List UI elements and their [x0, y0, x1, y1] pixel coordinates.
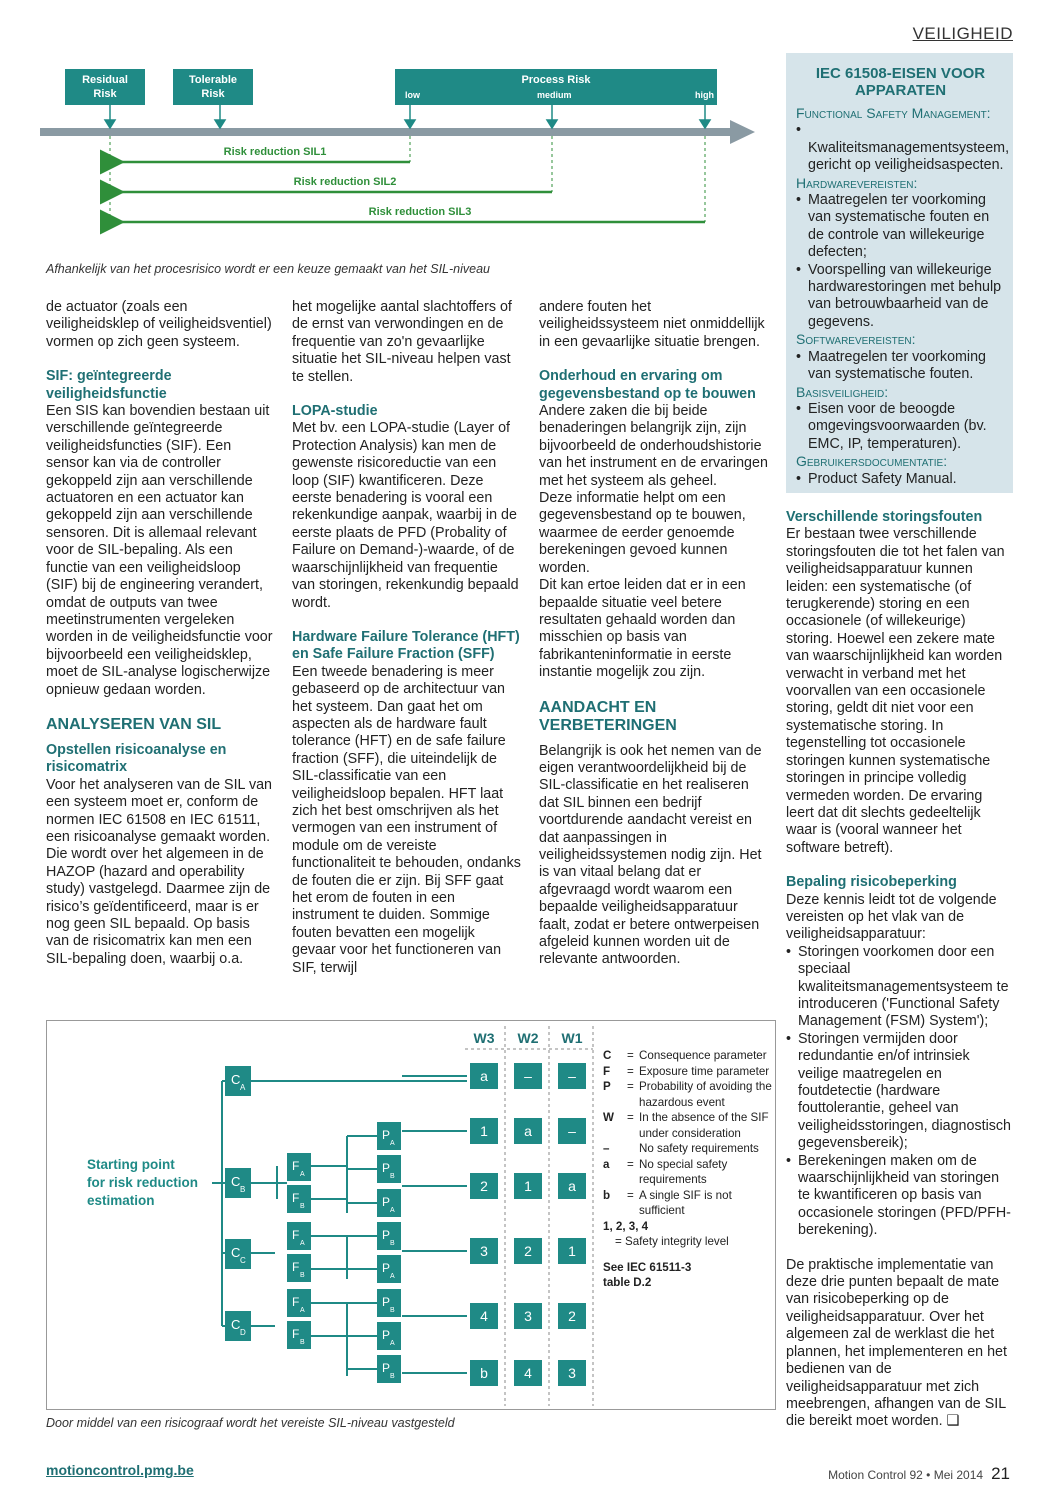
column-4 — [786, 509, 1014, 1431]
legend-row: C = Consequence parameter — [603, 1049, 767, 1062]
svg-text:B: B — [390, 1173, 395, 1180]
column-2 — [292, 299, 522, 977]
sil3-label: Risk reduction SIL3 — [368, 206, 472, 218]
col4-paragraph: Er bestaan twee verschillende storingsfouten die tot het falen van veiligheidsapparatuur kunnen leiden: een systematische (of terugkerende) storing en een occasionele (of willekeurige) storing. Hoewel een zekere mate van waarschijnlijkheid kan worden verwacht in verband met het voorvallen van een occasionele storing, geldt dit niet voor een systematische storing. In tegenstelling tot occasionele storingen kunnen systematische storingen in principe volledig vermeden worden. De ervaring leert dat dit slechts gedeeltelijk waar is (vooral wanneer het software betreft). — [786, 526, 1005, 856]
w-cell-label: 1 — [524, 1178, 532, 1194]
risk-graph-legend — [603, 1048, 773, 1291]
svg-text:A: A — [300, 1240, 305, 1247]
w-cell-label: a — [480, 1068, 488, 1084]
legend-row: 1, 2, 3, 4 — [603, 1219, 649, 1233]
w-cell-label: 4 — [480, 1308, 488, 1324]
list-item: • Product Safety Manual. — [796, 471, 1005, 488]
col4-paragraph: Deze kennis leidt tot de volgende vereisten op het vlak van de veiligheidsapparatuur: — [786, 891, 997, 943]
tolerable-risk-label: Tolerable — [188, 74, 238, 86]
svg-text:F: F — [292, 1228, 300, 1242]
residual-risk-label: Residual — [82, 74, 128, 86]
col2-paragraph: Met bv. een LOPA-studie (Layer of Protection Analysis) kan men de gewenste risicoreductie van een loop (SIF) kwantificeren. Deze eerste benadering is vooral een rekenkundige aanpak, waarbij in de eerste plaats de PFD (Probality of Failure on Demand-)-waarde, of de waarschijnlijkheid van frequentie van storingen, rekenkundig bepaald wordt. — [292, 420, 519, 611]
sil2-label: Risk reduction SIL2 — [293, 176, 397, 188]
risk-graph-figure — [46, 1020, 776, 1410]
column-3 — [539, 299, 769, 969]
legend-row: b = A single SIF is not sufficient — [603, 1188, 732, 1217]
sil1-label: Risk reduction SIL1 — [223, 146, 327, 158]
w-cell-label: a — [524, 1123, 532, 1139]
col3-paragraph: Dit kan ertoe leiden dat er in een bepaalde situatie veel betere resultaten gehaald worden dan misschien op basis van fabrikanteninformatie in eerste instantie mogelijk zou zijn. — [539, 577, 746, 681]
footer-magazine: Motion Control 92 • Mei 2014 21 — [828, 1464, 1010, 1483]
process-risk-label: Process Risk — [521, 74, 591, 86]
caption-bottom: Door middel van een risicograaf wordt het vereiste SIL-niveau vastgesteld — [46, 1416, 455, 1430]
svg-text:P: P — [382, 1228, 391, 1242]
svg-text:B: B — [390, 1373, 395, 1380]
see-reference: table D.2 — [603, 1276, 652, 1289]
svg-text:C: C — [231, 1245, 241, 1260]
heading-storingsfouten: Verschillende storingsfouten — [786, 509, 983, 525]
col4-paragraph: De praktische implementatie van deze drie punten bepaalt de mate van risicobeperking op de veiligheidsapparatuur. Over het algemeen zal de werklast die het plannen, het implementeren en het bedienen van de veiligheidsapparatuur met zich meebrengen, afhangen van de SIL die bereikt moet worden. ❑ — [786, 1256, 1007, 1430]
legend-row: W = In the absence of the SIF under consideration — [603, 1111, 769, 1140]
low-label: low — [405, 90, 420, 100]
svg-text:P: P — [382, 1195, 391, 1209]
svg-text:A: A — [390, 1340, 395, 1347]
svg-text:A: A — [240, 1083, 246, 1092]
svg-text:F: F — [292, 1327, 300, 1341]
svg-text:A: A — [390, 1207, 395, 1214]
svg-text:estimation: estimation — [87, 1193, 155, 1208]
svg-text:P: P — [382, 1261, 391, 1275]
col1-paragraph: Een SIS kan bovendien bestaan uit verschillende geïntegreerde veiligheidsfuncties (SIF). Een sensor kan via de controller gekoppeld zijn aan verschillende actuatoren en een actuator kan gekoppeld zijn aan verschillende sensoren. Dit is allemaal relevant voor de SIL-bepaling. Als een functie van een veiligheidsloop (SIF) bij de engineering verandert, omdat de outputs van twee meetinstrumenten vergeleken worden in de veiligheidsfunctie voor bijvoorbeeld een veiligheidsklep, moet de SIL-analyse logischerwijze opnieuw gedaan worden. — [46, 403, 273, 698]
svg-text:Risk: Risk — [93, 88, 117, 100]
column-1 — [46, 299, 276, 968]
w-cell-label: – — [524, 1068, 532, 1084]
risk-reduction-diagram — [40, 62, 760, 247]
svg-text:B: B — [300, 1339, 305, 1346]
w-cell-label: 3 — [524, 1308, 532, 1324]
list-item: • Maatregelen ter voorkoming van systematische fouten en de controle van willekeurige defecten; — [796, 192, 1005, 262]
w-header: W3 — [473, 1030, 495, 1046]
consequence-boxes — [225, 1066, 251, 1341]
high-label: high — [695, 90, 714, 100]
basis-label: Basisveiligheid: — [796, 383, 889, 400]
svg-text:A: A — [390, 1273, 395, 1280]
svg-text:P: P — [382, 1361, 391, 1375]
w-cell-label: 2 — [480, 1178, 488, 1194]
list-item: • Maatregelen ter voorkoming van systematische fouten. — [796, 349, 1005, 384]
col3-paragraph: andere fouten het veiligheidssysteem niet onmiddellijk in een gevaarlijke situatie brengen. — [539, 299, 765, 350]
svg-text:P: P — [382, 1161, 391, 1175]
svg-text:A: A — [300, 1171, 305, 1178]
heading-bepaling: Bepaling risicobeperking — [786, 874, 957, 891]
list-item: • Storingen vermijden door redundantie en/of intrinsiek veilige maatregelen en foutdetectie (hardware fouttolerantie, geheel van veiligheidsstoringen, diagnostisch gegevensbereik); — [786, 1031, 1014, 1153]
hw-label: Hardwarevereisten: — [796, 174, 918, 191]
svg-text:C: C — [231, 1174, 241, 1189]
page-number: 21 — [991, 1464, 1010, 1483]
svg-text:F: F — [292, 1295, 300, 1309]
risk-axis-arrow — [40, 120, 755, 144]
w-cell-label: b — [480, 1365, 488, 1381]
iec-requirements-box — [786, 53, 1013, 493]
svg-text:F: F — [292, 1191, 300, 1205]
svg-text:C: C — [231, 1317, 241, 1332]
svg-text:B: B — [390, 1307, 395, 1314]
medium-label: medium — [537, 90, 572, 100]
heading-opstellen: Opstellen risicoanalyse en risicomatrix — [46, 741, 227, 776]
svg-text:F: F — [292, 1159, 300, 1173]
svg-text:for risk reduction: for risk reduction — [87, 1175, 199, 1190]
heading-sif: SIF: geïntegreerde veiligheidsfunctie — [46, 368, 172, 402]
heading-hft: Hardware Failure Tolerance (HFT) en Safe Failure Fraction (SFF) — [292, 628, 520, 663]
section-tag: VEILIGHEID — [912, 24, 1013, 43]
col2-paragraph: het mogelijke aantal slachtoffers of de ernst van verwondingen en de frequentie van zo'n gevaarlijke situatie het SIL-niveau helpen vast te stellen. — [292, 299, 512, 385]
col1-paragraph: de actuator (zoals een veiligheidsklep of veiligheidsventiel) vormen op zich geen systeem. — [46, 299, 272, 350]
legend-row: – No safety requirements — [603, 1142, 759, 1155]
w-cell-label: a — [568, 1178, 576, 1194]
w-cell-label: 3 — [480, 1243, 488, 1259]
col2-paragraph: Een tweede benadering is meer gebaseerd op de architectuur van het systeem. Dan gaat het om aspecten als de hardware fault tolerance (HFT) en de safe failure fraction (SFF), die uiteindelijk de SIL-classificatie van een veiligheidsloop bepalen. HFT laat zich het best omschrijven als het vermogen van een instrument of module om de vereiste functionaliteit te behouden, ondanks de fouten die er zijn. Bij SFF gaat het erom de fouten in een instrument te duiden. Sommige fouten bevatten een mogelijk gevaar voor het functioneren van SIF, terwijl — [292, 663, 521, 976]
svg-text:A: A — [300, 1307, 305, 1314]
w-header: W2 — [517, 1030, 539, 1046]
heading-aandacht: AANDACHT EN VERBETERINGEN — [539, 698, 677, 734]
w-cell-label: – — [568, 1123, 576, 1139]
svg-text:B: B — [300, 1203, 305, 1210]
heading-lopa: LOPA-studie — [292, 403, 378, 420]
list-item: • Kwaliteitsmanagementsysteem, gericht op veiligheidsaspecten. — [796, 122, 1005, 174]
svg-text:B: B — [390, 1240, 395, 1247]
svg-text:Risk: Risk — [201, 88, 225, 100]
legend-row: a = No special safety requirements — [603, 1157, 728, 1186]
heading-analyseren: ANALYSEREN VAN SIL — [46, 715, 222, 733]
svg-text:A: A — [390, 1140, 395, 1147]
svg-text:P: P — [382, 1328, 391, 1342]
w-cell-label: 4 — [524, 1365, 532, 1381]
see-reference: See IEC 61511-3 — [603, 1260, 692, 1274]
legend-row: P = Probability of avoiding the hazardous event — [603, 1080, 772, 1109]
svg-text:F: F — [292, 1260, 300, 1274]
list-item: • Berekeningen maken om de waarschijnlijkheid van storingen te kwantificeren op basis van occasionele storingen (PFD/PFH-berekening). — [786, 1153, 1014, 1240]
col1-paragraph: Voor het analyseren van de SIL van een systeem moet er, conform de normen IEC 61508 en IEC 61511, een risicoanalyse gemaakt worden. Die wordt over het algemeen in de HAZOP (hazard and operability study) vastgelegd. Daarmee zijn de risico’s geïdentificeerd, maar is er nog geen SIL bepaald. Op basis van de risicomatrix kan men een SIL-bepaling doen, waarbij o.a. — [46, 776, 272, 967]
svg-text:B: B — [240, 1185, 246, 1194]
w-cell-label: 2 — [568, 1308, 576, 1324]
svg-text:D: D — [240, 1328, 246, 1337]
doc-label: Gebruikersdocumentatie: — [796, 453, 948, 470]
svg-text:B: B — [300, 1272, 305, 1279]
start-label: Starting point — [87, 1157, 175, 1172]
legend-row: F = Exposure time parameter — [603, 1064, 770, 1078]
list-item: • Storingen voorkomen door een speciaal kwaliteitsmanagementsysteem te introduceren ('Functional Safety Management (FSM) System'); — [786, 944, 1014, 1031]
sw-label: Softwarevereisten: — [796, 331, 916, 348]
box-title: IEC 61508-EISEN VOOR APPARATEN — [815, 65, 986, 99]
w-cell-label: 3 — [568, 1365, 576, 1381]
col3-paragraph: Andere zaken die bij beide benaderingen belangrijk zijn, zijn bijvoorbeeld de onderhoudshistorie van het instrument en de ervaringen met het systeem als geheel. — [539, 403, 768, 489]
footer-url[interactable]: motioncontrol.pmg.be — [46, 1462, 194, 1478]
w-cell-label: 1 — [568, 1243, 576, 1259]
col3-paragraph: Deze informatie helpt om een gegevensbestand op te bouwen, waarmee de eerder genoemde berekeningen gevoed kunnen worden. — [539, 490, 746, 576]
w-cell-label: 2 — [524, 1243, 532, 1259]
w-table — [470, 1030, 586, 1386]
col3-paragraph: Belangrijk is ook het nemen van de eigen verantwoordelijkheid bij de SIL-classificatie en het realiseren dat SIL binnen een bedrijf voortdurende aandacht vereist en dat aanpassingen in veiligheidssystemen nodig zijn. Het is van vitaal belang dat er afgevraagd wordt waarom een bepaalde veiligheidsapparatuur faalt, zodat er betere ontwerpeisen afgeleid kunnen worden uit de relevante antwoorden. — [539, 742, 762, 968]
svg-text:P: P — [382, 1295, 391, 1309]
svg-text:P: P — [382, 1128, 391, 1142]
list-item: • Voorspelling van willekeurige hardwarestoringen met behulp van betrouwbaarheid van de gegevens. — [796, 262, 1005, 332]
w-cell-label: – — [568, 1068, 576, 1084]
heading-onderhoud: Onderhoud en ervaring om gegevensbestand op te bouwen — [539, 368, 756, 402]
w-cell-label: 1 — [480, 1123, 488, 1139]
w-header: W1 — [561, 1030, 583, 1046]
svg-text:C: C — [240, 1256, 246, 1265]
fsm-label: Functional Safety Management: — [796, 105, 991, 121]
svg-text:C: C — [231, 1072, 241, 1087]
list-item: • Eisen voor de beoogde omgevingsvoorwaarden (bv. EMC, IP, temperaturen). — [796, 401, 1005, 453]
legend-row: = Safety integrity level — [615, 1235, 729, 1248]
caption-top: Afhankelijk van het procesrisico wordt er een keuze gemaakt van het SIL-niveau — [46, 262, 490, 276]
